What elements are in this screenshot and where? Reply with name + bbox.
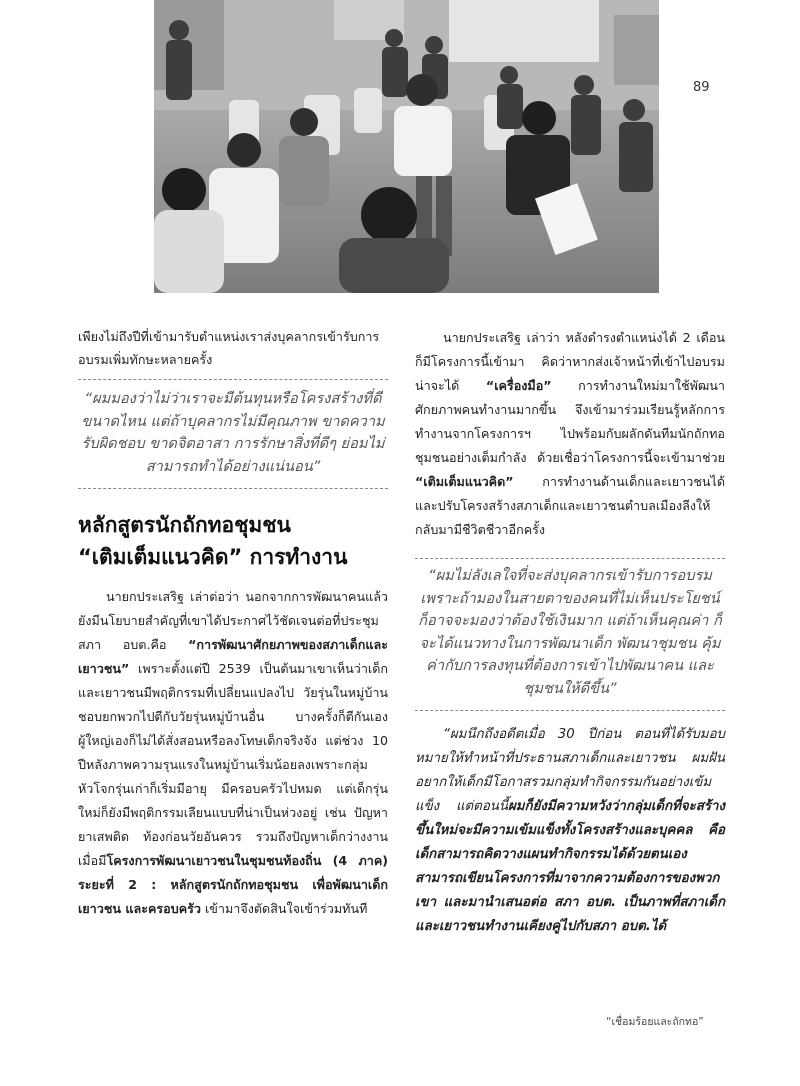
right-p1-bold-2: “เติมเต็มแนวคิด” — [415, 474, 514, 489]
right-p1-text-1: นายกประเสริฐ เล่าว่า หลังดำรงตำแหน่งได้ 2 เดือน ก็มีโครงการนี้เข้ามา คิดว่าหากส่งเจ้าหน้าที่เข้าไปอบรมน่าจะได้ — [415, 330, 725, 393]
right-p1-bold-1: “เครื่องมือ” — [485, 378, 552, 393]
pull-quote-2 — [415, 558, 725, 711]
group-meeting-photo-illustration — [154, 0, 659, 293]
left-body-text-1: นายกประเสริฐ เล่าต่อว่า นอกจากการพัฒนาคนแล้ว ยังมีนโยบายสำคัญที่เขาได้ประกาศไว้ชัดเจนต่อที่ประชุมสภา อบต.คือ — [78, 589, 388, 652]
right-p1-text-3: การทำงานด้านเด็กและเยาวชนได้ และปรับโครงสร้างสภาเด็กและเยาวชนตำบลเมืองลีงให้กลับมามีชีวิตชีวาอีกครั้ง — [415, 474, 725, 537]
section-heading-line-2: “เติมเต็มแนวคิด” การทำงาน — [78, 545, 348, 569]
page-number: 89 — [693, 80, 710, 95]
page-footer: “เชื่อมร้อยและถักทอ” — [606, 1016, 704, 1028]
pull-quote-2-text: “ผมไม่ลังเลใจที่จะส่งบุคลากรเข้ารับการอบรม เพราะถ้ามองในสายตาของคนที่ไม่เห็นประโยชน์ ก็อาจจะมองว่าต้องใช้เงินมาก แต่ถ้าเห็นคุณค่า ก็จะได้แนวทางในการพัฒนาเด็ก พัฒนาชุมชน คุ้มค่ากับการลงทุนที่ต้องการเข้าไปพัฒนาคน และชุมชนให้ดีขึ้น” — [418, 567, 722, 697]
right-paragraph-1 — [415, 326, 725, 542]
left-body-paragraph — [78, 585, 388, 921]
right-column — [415, 326, 725, 939]
pull-quote-1 — [78, 379, 388, 489]
right-p2-bold: ผมก็ยังมีความหวังว่ากลุ่มเด็กที่จะสร้างขึ้นใหม่จะมีความเข้มแข็งทั้งโครงสร้างและบุคคล คือ เด็กสามารถคิดวางแผนทำกิจกรรมได้ด้วยตนเอง สามารถเขียนโครงการที่มาจากความต้องการของพวกเขา และมานำเสนอต่อ สภา อบต. เป็นภาพที่สภาเด็กและเยาวชนทำงานเคียงคู่ไปกับสภา อบต.ได้ — [415, 799, 725, 934]
right-p2-text-1: “ผมนึกถึงอดีตเมื่อ 30 ปีก่อน ตอนที่ได้รับมอบหมายให้ทำหน้าที่ประธานสภาเด็กและเยาวชน ผมฝันอยากให้เด็กมีโอกาสรวมกลุ่มทำกิจกรรมกันอย่างเข้มแข็ง แต่ตอนนี้ — [415, 727, 725, 814]
left-body-bold-1: “การพัฒนาศักยภาพของสภาเด็กและเยาวชน” — [78, 637, 388, 676]
pull-quote-1-text: “ผมมองว่าไม่ว่าเราจะมีต้นทุนหรือโครงสร้างที่ดีขนาดไหน แต่ถ้าบุคลากรไม่มีคุณภาพ ขาดความรับผิดชอบ ขาดจิตอาสา การรักษาสิ่งที่ดีๆ ย่อมไม่สามารถทำได้อย่างแน่นอน” — [81, 390, 385, 475]
right-p1-text-2: การทำงานใหม่มาใช้พัฒนาศักยภาพคนทำงานมากขึ้น จึงเข้ามาร่วมเรียนรู้หลักการทำงานจากโครงการฯ ไปพร้อมกับผลักดันทีมนักถักทอชุมชนอย่างเต็มกำลัง ด้วยเชื่อว่าโครงการนี้จะเข้ามาช่วย — [415, 378, 725, 465]
left-column — [78, 326, 388, 921]
intro-paragraph: เพียงไม่ถึงปีที่เข้ามารับตำแหน่งเราส่งบุคลากรเข้ารับการอบรมเพิ่มทักษะหลายครั้ง — [78, 329, 380, 367]
right-paragraph-2 — [415, 723, 725, 939]
left-body-text-3: เข้ามาจึงตัดสินใจเข้าร่วมทันที — [200, 901, 368, 916]
left-body-text-2: เพราะตั้งแต่ปี 2539 เป็นต้นมาเขาเห็นว่าเด็กและเยาวชนมีพฤติกรรมที่เปลี่ยนแปลงไป วัยรุ่นในหมู่บ้านชอบยกพวกไปตีกับวัยรุ่นหมู่บ้านอื่น บางครั้งก็ตีกันเอง ผู้ใหญ่เองก็ไม่ได้สั่งสอนหรือลงโทษเด็กจริงจัง แต่ช่วง 10 ปีหลังภาพความรุนแรงในหมู่บ้านเริ่มน้อยลงเพราะกลุ่มหัวโจกรุ่นเก่าก็เริ่มมีอายุ มีครอบครัวไปหมด แต่เด็กรุ่นใหม่ก็ยังมีพฤติกรรมเลียนแบบที่น่าเป็นห่วงอยู่ เช่น ปัญหายาเสพติด ท้องก่อนวัยอันควร รวมถึงปัญหาเด็กว่างงาน เมื่อมี — [78, 661, 388, 868]
section-heading-line-1: หลักสูตรนักถักทอชุมชน — [78, 513, 291, 537]
meeting-photo — [154, 0, 659, 293]
left-body-bold-2: โครงการพัฒนาเยาวชนในชุมชนท้องถิ่น (4 ภาค) ระยะที่ 2 : หลักสูตรนักถักทอชุมชน เพื่อพัฒนาเด็ก เยาวชน และครอบครัว — [78, 853, 388, 916]
